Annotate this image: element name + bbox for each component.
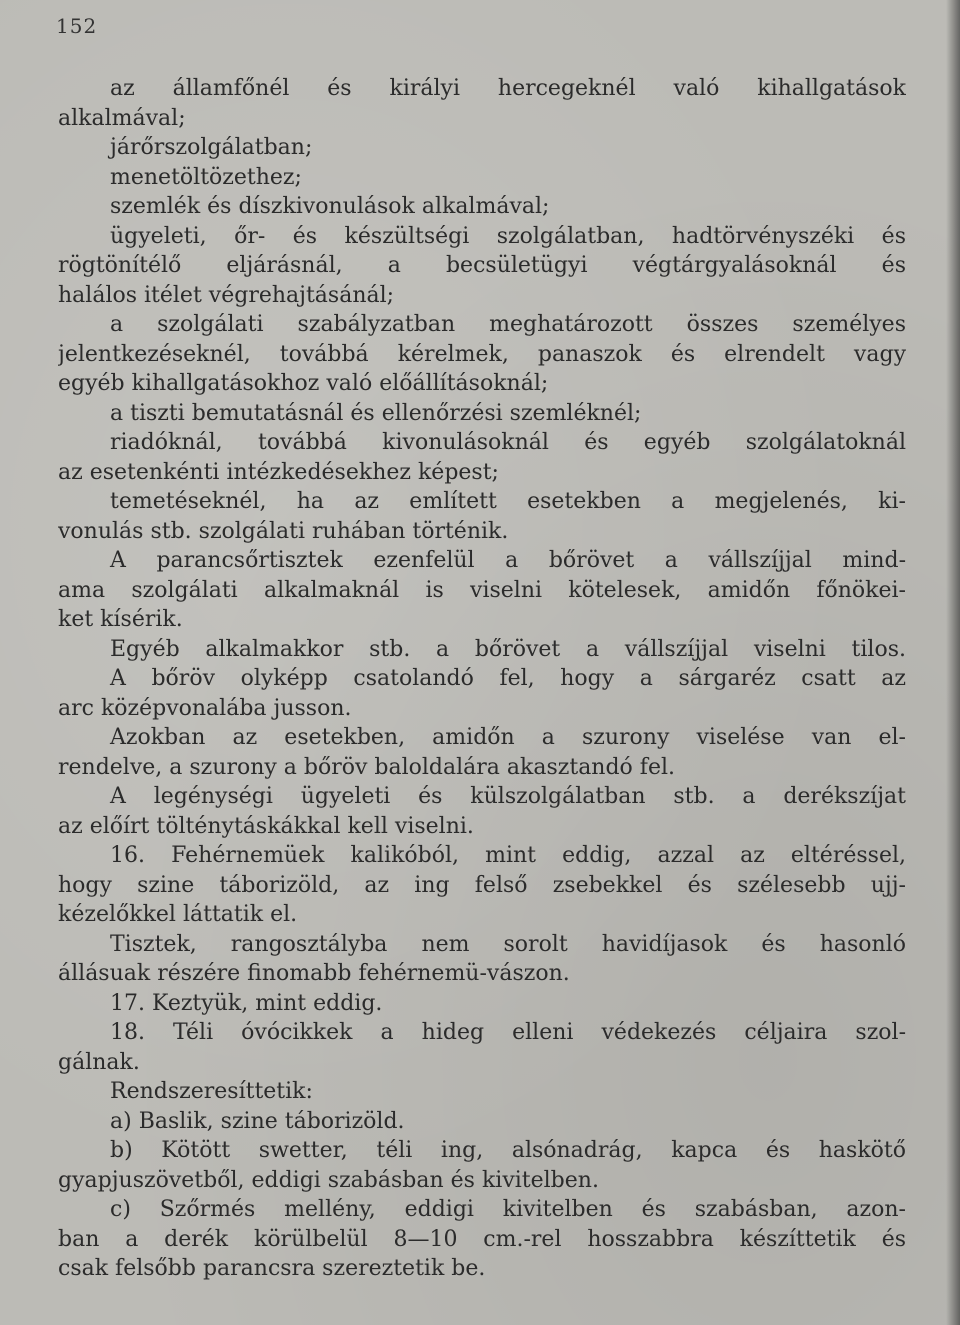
text-line: A legénységi ügyeleti és külszolgálatban stb. a derékszíjat — [110, 784, 906, 809]
text-line: jelentkezéseknél, továbbá kérelmek, panaszok és elrendelt vagy — [58, 341, 906, 367]
text-line: járőrszolgálatban; — [110, 135, 313, 160]
text-line: Azokban az esetekben, amidőn a szurony viselése van el- — [110, 725, 906, 750]
text-line: egyéb kihallgatásokhoz való előállításoknál; — [58, 371, 549, 396]
body-text — [58, 74, 906, 1284]
text-line: Rendszeresíttetik: — [110, 1079, 313, 1104]
text-line: az előírt tölténytáskákkal kell viselni. — [58, 813, 474, 839]
text-line: Egyéb alkalmakkor stb. a bőrövet a vállszíjjal viselni tilos. — [110, 636, 906, 662]
text-line: b) Kötött swetter, téli ing, alsónadrág, kapca és haskötő — [110, 1138, 906, 1163]
text-line: ama szolgálati alkalmaknál is viselni kötelesek, amidőn főnökei- — [58, 577, 906, 603]
text-line: temetéseknél, ha az említett esetekben a megjelenés, ki- — [110, 489, 906, 514]
text-line: 18. Téli óvócikkek a hideg elleni védekezés céljaira szol- — [110, 1020, 906, 1045]
text-line: 17. Keztyük, mint eddig. — [110, 990, 383, 1016]
text-line: menetöltözethez; — [110, 164, 302, 190]
text-line: az államfőnél és királyi hercegeknél való kihallgatások — [110, 76, 906, 101]
text-line: gálnak. — [58, 1049, 140, 1075]
text-line: szemlék és díszkivonulások alkalmával; — [110, 194, 550, 219]
text-line: alkalmával; — [58, 105, 186, 131]
text-line: arc középvonalába jusson. — [58, 695, 352, 721]
text-line: ket kísérik. — [58, 607, 183, 632]
text-line: rendelve, a szurony a bőröv baloldalára akasztandó fel. — [58, 754, 675, 780]
text-line: a tiszti bemutatásnál és ellenőrzési szemléknél; — [110, 400, 642, 426]
text-line: vonulás stb. szolgálati ruhában történik. — [58, 518, 509, 544]
text-line: riadóknál, továbbá kivonulásoknál és egyéb szolgálatoknál — [110, 430, 906, 455]
text-line: a) Baslik, szine táborizöld. — [110, 1108, 405, 1134]
text-line: halálos itélet végrehajtásánál; — [58, 282, 395, 308]
text-line: 16. Fehérnemüek kalikóból, mint eddig, azzal az eltéréssel, — [110, 843, 906, 868]
page-number: 152 — [56, 14, 98, 38]
text-line: az esetenkénti intézkedésekhez képest; — [58, 459, 499, 485]
text-line: gyapjuszövetből, eddigi szabásban és kivitelben. — [58, 1167, 599, 1193]
text-line: a szolgálati szabályzatban meghatározott összes személyes — [110, 312, 906, 337]
text-line: A parancsőrtisztek ezenfelül a bőrövet a vállszíjjal mind- — [110, 548, 906, 573]
text-line: Tisztek, rangosztályba nem sorolt havidíjasok és hasonló — [110, 931, 906, 957]
text-line: ügyeleti, őr- és készültségi szolgálatban, hadtörvényszéki és — [110, 223, 906, 249]
text-line: kézelőkkel láttatik el. — [58, 902, 298, 927]
text-line: c) Szőrmés mellény, eddigi kivitelben és szabásban, azon- — [110, 1197, 906, 1222]
text-line: A bőröv olyképp csatolandó fel, hogy a sárgaréz csatt az — [110, 666, 906, 691]
text-line: állásuak részére finomabb fehérnemü-vászon. — [58, 961, 570, 986]
page-edge-shadow — [946, 0, 960, 1325]
text-line: rögtönítélő eljárásnál, a becsületügyi végtárgyalásoknál és — [58, 253, 906, 278]
text-line: ban a derék körülbelül 8—10 cm.-rel hosszabbra készíttetik és — [58, 1226, 906, 1252]
text-line: csak felsőbb parancsra szereztetik be. — [58, 1256, 486, 1281]
text-line: hogy szine táborizöld, az ing felső zsebekkel és szélesebb ujj- — [58, 872, 906, 898]
